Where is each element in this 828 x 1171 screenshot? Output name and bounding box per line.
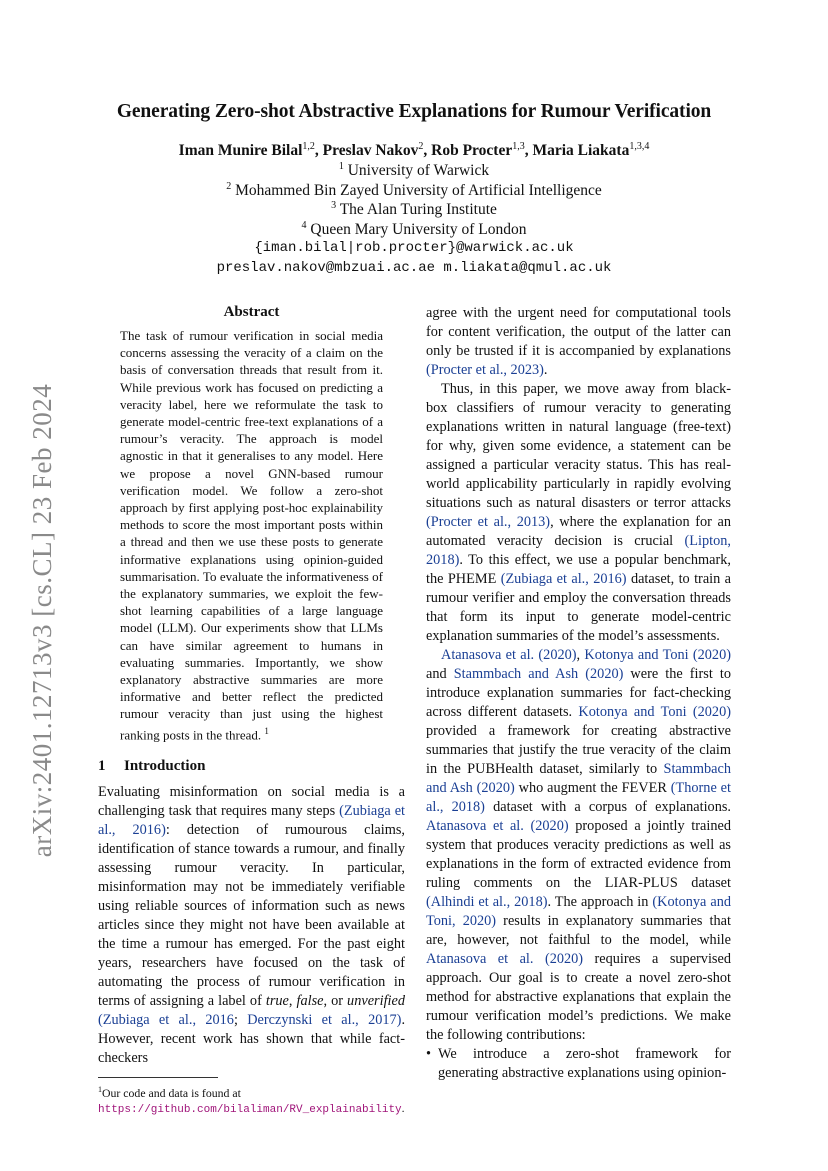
author-affiliation-mark: 1,3	[512, 140, 525, 152]
text-run: and	[426, 666, 454, 682]
text-run: ;	[233, 1012, 248, 1029]
affiliation-mark: 1	[338, 160, 344, 172]
citation-link[interactable]: (Alhindi et al., 2018)	[426, 894, 548, 910]
text-run: agree with the urgent need for computational tools for content verification, the output of the latter can only be trusted if it is accompanied by explanations	[426, 305, 731, 359]
email-line-2: preslav.nakov@mbzuai.ac.ae m.liakata@qmul.ac.uk	[216, 259, 612, 276]
abstract-body	[120, 327, 383, 743]
footnote-mark: 1	[98, 1085, 102, 1095]
emphasized-text: true	[265, 993, 289, 1010]
abstract-text: The task of rumour verification in social media concerns assessing the veracity of a claim on the basis of conversation threads that result from it. While previous work has focused on predicting a veracity label, here we reformulate the task to generate model-centric free-text explanations of a rumour’s veracity. The approach is model agnostic in that it generalises to any model. Here we propose a novel GNN-based rumour verification model. We follow a zero-shot approach by first applying post-hoc explainability methods to score the most important posts within a thread and then we use these posts to generate informative explanations using opinion-guided summarisation. To evaluate the informativeness of the explanatory summaries, we exploit the few-shot learning capabilities of a large language model (LLM). Our experiments show that LLMs can have similar agreement to humans in evaluating summaries. Importantly, we show explanatory abstractive summaries are more informative and better reflect the predicted rumour veracity than just using the highest ranking posts in the thread.	[120, 328, 383, 742]
citation-link[interactable]: Atanasova et al. (2020)	[441, 647, 577, 663]
author-affiliation-mark: 1,2	[302, 140, 315, 152]
text-run: , where the explanation for an automated veracity decision is crucial	[426, 514, 731, 549]
author-separator: ,	[524, 142, 533, 159]
text-run: who augment the FEVER	[514, 780, 671, 796]
contribution-bullet-text: We introduce a zero-shot framework for generating abstractive explanations using opinion-	[438, 1046, 731, 1081]
text-run: dataset, to train a rumour verifier and employ the conversation threads that form its input to generate model-centric explanation summaries of the model’s assessments.	[426, 571, 732, 644]
text-run: , or	[323, 993, 348, 1010]
text-run: Evaluating misinformation on social media is a challenging task that requires many steps	[98, 784, 405, 820]
text-run: requires a supervised approach. Our goal is to create a novel zero-shot method for abstractive explanations that explain the rumour verification model’s predictions. We make the following contributions:	[426, 951, 731, 1043]
text-run: : detection of rumourous claims, identification of stance towards a rumour, and finally assessing rumour veracity. In particular, misinformation may not be immediately verifiable using reliable sources of information such as news articles since they might not have been available at the time a rumour has emerged. For the past eight years, researchers have focused on the task of automating the process of rumour verification in terms of assigning a label of	[98, 822, 406, 1010]
footnote-text: Our code and data is found at	[102, 1086, 241, 1101]
right-paragraph-1	[426, 304, 731, 380]
text-run: . The approach in	[547, 894, 653, 910]
citation-link[interactable]: Derczynski et al., 2017)	[247, 1012, 402, 1029]
affiliation-line	[80, 181, 748, 201]
right-column	[426, 304, 731, 1083]
section-heading-introduction	[98, 757, 405, 776]
emphasized-text: false	[296, 993, 324, 1010]
author-separator: ,	[314, 142, 323, 159]
bullet-dot-icon: •	[426, 1046, 432, 1062]
text-run: ,	[576, 647, 585, 663]
author-name: Rob Procter	[431, 142, 513, 159]
author-name: Iman Munire Bilal	[178, 142, 303, 159]
citation-link[interactable]: Kotonya and Toni (2020)	[578, 704, 731, 720]
left-column	[98, 303, 405, 1118]
affiliation-name: The Alan Turing Institute	[339, 201, 497, 218]
affiliation-name: Queen Mary University of London	[310, 220, 527, 238]
text-run: proposed a jointly trained system that produces veracity predictions as well as explanations in the form of extracted evidence from ruling comments on the LIAR-PLUS dataset	[426, 818, 731, 891]
abstract-heading: Abstract	[223, 304, 280, 320]
text-run: ,	[288, 993, 297, 1010]
author-name: Maria Liakata	[532, 142, 630, 159]
citation-link[interactable]: (Zubiaga et al., 2016)	[500, 571, 627, 587]
affiliation-mark: 3	[331, 199, 337, 211]
email-line-1: {iman.bilal|rob.procter}@warwick.ac.uk	[254, 240, 574, 256]
footnote-end: .	[401, 1101, 405, 1116]
text-run: Thus, in this paper, we move away from black-box classifiers of rumour veracity to generating explanations written in natural language (free-text) for why, given some evidence, a statement can be assigned a particular veracity status. This has real-world applicability particularly in rapidly evolving situations such as natural disasters or terror attacks	[426, 381, 731, 511]
section-number: 1	[98, 758, 106, 775]
footnote-divider	[98, 1077, 218, 1078]
text-run: results in explanatory summaries that are, however, not faithful to the model, while	[426, 913, 731, 948]
arxiv-identifier-stamp	[18, 360, 68, 880]
text-run: were the first to introduce explanation summaries for fact-checking across different datasets.	[426, 666, 731, 720]
footnote-1	[98, 1082, 405, 1118]
author-separator: ,	[423, 142, 432, 159]
citation-link[interactable]: Stammbach and Ash (2020)	[426, 761, 731, 796]
paper-title: Generating Zero-shot Abstractive Explanations for Rumour Verification	[116, 101, 712, 122]
affiliation-list	[80, 161, 748, 239]
citation-link[interactable]: (Kotonya and Toni, 2020)	[426, 894, 732, 929]
arxiv-identifier-text: arXiv:2401.12713v3 [cs.CL] 23 Feb 2024	[27, 383, 58, 857]
affiliation-mark: 2	[226, 180, 232, 192]
emphasized-text: unverified	[347, 993, 406, 1010]
affiliation-name: University of Warwick	[347, 162, 490, 179]
affiliation-line	[80, 200, 748, 220]
citation-link[interactable]: (Lipton, 2018)	[426, 533, 731, 568]
affiliation-line	[80, 161, 748, 181]
abstract-footnote-mark[interactable]: 1	[264, 725, 269, 736]
contribution-bullet-1	[426, 1045, 731, 1083]
citation-link[interactable]: (Zubiaga et al., 2016	[98, 1012, 234, 1029]
affiliation-name: Mohammed Bin Zayed University of Artificial Intelligence	[235, 181, 602, 199]
affiliation-mark: 4	[301, 219, 307, 231]
affiliations-block	[80, 161, 748, 278]
intro-paragraph-1	[98, 783, 405, 1068]
text-run: . To this effect, we use a popular benchmark, the PHEME	[426, 552, 731, 587]
citation-link[interactable]: Stammbach and Ash (2020)	[453, 666, 624, 682]
author-name: Preslav Nakov	[322, 142, 419, 159]
citation-link[interactable]: (Zubiaga et al., 2016)	[98, 803, 406, 839]
citation-link[interactable]: Kotonya and Toni (2020)	[584, 647, 731, 663]
right-paragraph-2	[426, 380, 731, 646]
right-paragraph-3	[426, 646, 731, 1045]
text-run: . However, recent work has shown that while fact-checkers	[98, 1012, 406, 1067]
author-list	[80, 141, 748, 161]
affiliation-line	[80, 220, 748, 240]
citation-link[interactable]: (Procter et al., 2013)	[426, 514, 551, 530]
text-run: provided a framework for creating abstractive summaries that justify the true veracity of the claim in the PUBHealth dataset, similarly to	[426, 723, 731, 777]
citation-link[interactable]: Atanasova et al. (2020)	[426, 951, 584, 967]
text-run: dataset with a corpus of explanations.	[484, 799, 731, 815]
author-affiliation-mark: 2	[418, 140, 424, 152]
citation-link[interactable]: (Thorne et al., 2018)	[426, 780, 731, 815]
section-title-text: Introduction	[124, 758, 206, 775]
citation-link[interactable]: (Procter et al., 2023)	[426, 362, 544, 378]
text-run: .	[543, 362, 548, 378]
citation-link[interactable]: Atanasova et al. (2020)	[426, 818, 569, 834]
author-affiliation-mark: 1,3,4	[629, 140, 650, 152]
footnote-github-link[interactable]: https://github.com/bilaliman/RV_explainability	[98, 1104, 402, 1117]
